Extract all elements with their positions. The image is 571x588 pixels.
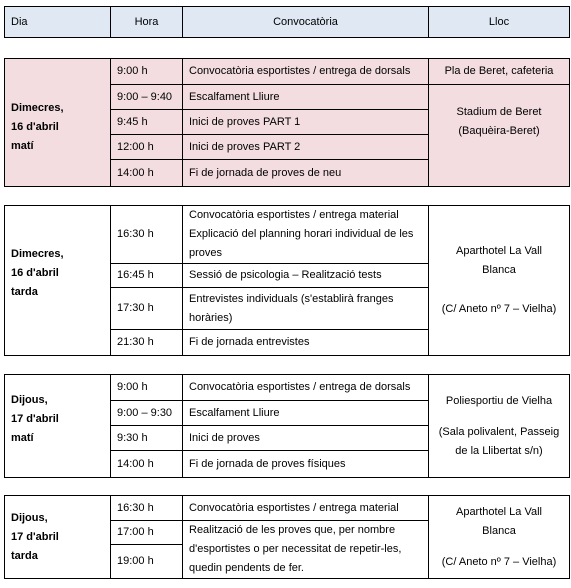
activity-cell: Inici de proves PART 1 bbox=[183, 110, 429, 135]
block-thursday-morning bbox=[4, 374, 570, 478]
time-cell: 17:00 h bbox=[111, 521, 183, 545]
block-wednesday-afternoon bbox=[4, 205, 570, 356]
activity-cell: Convocatòria esportistes / entrega de dorsals bbox=[183, 375, 429, 401]
activity-cell: Fi de jornada entrevistes bbox=[183, 330, 429, 356]
activity-cell: Realització de les proves que, per nombre d'esportistes o per necessitat de repetir-les, quedin pendents de fer. bbox=[183, 521, 429, 579]
time-cell: 9:00 h bbox=[111, 59, 183, 85]
time-cell: 14:00 h bbox=[111, 451, 183, 478]
activity-cell: Convocatòria esportistes / entrega material bbox=[183, 496, 429, 521]
table-row bbox=[5, 496, 570, 521]
place-cell: Pla de Beret, cafeteria bbox=[429, 59, 570, 85]
time-cell: 19:00 h bbox=[111, 545, 183, 579]
time-cell: 9:00 – 9:30 bbox=[111, 401, 183, 426]
time-cell: 12:00 h bbox=[111, 135, 183, 160]
time-cell: 14:00 h bbox=[111, 160, 183, 187]
time-cell: 9:45 h bbox=[111, 110, 183, 135]
time-cell: 9:00 – 9:40 bbox=[111, 85, 183, 110]
activity-cell: Escalfament Lliure bbox=[183, 85, 429, 110]
time-cell: 16:30 h bbox=[111, 206, 183, 264]
activity-cell: Convocatòria esportistes / entrega de dorsals bbox=[183, 59, 429, 85]
header-convocatoria: Convocatòria bbox=[183, 7, 429, 38]
header-dia: Dia bbox=[5, 7, 111, 38]
time-cell: 21:30 h bbox=[111, 330, 183, 356]
table-row bbox=[5, 59, 570, 85]
activity-cell: Sessió de psicologia – Realització tests bbox=[183, 264, 429, 288]
place-cell: Poliesportiu de Vielha (Sala polivalent, Passeig de la Llibertat s/n) bbox=[429, 375, 570, 478]
time-cell: 9:30 h bbox=[111, 426, 183, 451]
time-cell: 16:45 h bbox=[111, 264, 183, 288]
time-cell: 17:30 h bbox=[111, 288, 183, 330]
time-cell: 16:30 h bbox=[111, 496, 183, 521]
place-cell: Stadium de Beret (Baquèira-Beret) bbox=[429, 85, 570, 187]
day-cell: Dijous, 17 d'abril tarda bbox=[5, 496, 111, 579]
activity-cell: Entrevistes individuals (s'establirà franges horàries) bbox=[183, 288, 429, 330]
table-row bbox=[5, 206, 570, 264]
time-cell: 9:00 h bbox=[111, 375, 183, 401]
place-cell: Aparthotel La Vall Blanca (C/ Aneto nº 7 – Vielha) bbox=[429, 496, 570, 579]
schedule-header-table bbox=[4, 6, 570, 38]
activity-cell: Inici de proves PART 2 bbox=[183, 135, 429, 160]
place-cell: Aparthotel La Vall Blanca (C/ Aneto nº 7 – Vielha) bbox=[429, 206, 570, 356]
block-wednesday-morning bbox=[4, 58, 570, 187]
block-thursday-afternoon bbox=[4, 495, 570, 579]
table-row bbox=[5, 375, 570, 401]
activity-cell: Fi de jornada de proves de neu bbox=[183, 160, 429, 187]
activity-cell: Convocatòria esportistes / entrega material Explicació del planning horari individual de les proves bbox=[183, 206, 429, 264]
header-lloc: Lloc bbox=[429, 7, 570, 38]
day-cell: Dijous, 17 d'abril matí bbox=[5, 375, 111, 478]
activity-cell: Escalfament Lliure bbox=[183, 401, 429, 426]
day-cell: Dimecres, 16 d'abril matí bbox=[5, 59, 111, 187]
day-cell: Dimecres, 16 d'abril tarda bbox=[5, 206, 111, 356]
activity-cell: Inici de proves bbox=[183, 426, 429, 451]
header-hora: Hora bbox=[111, 7, 183, 38]
activity-cell: Fi de jornada de proves físiques bbox=[183, 451, 429, 478]
